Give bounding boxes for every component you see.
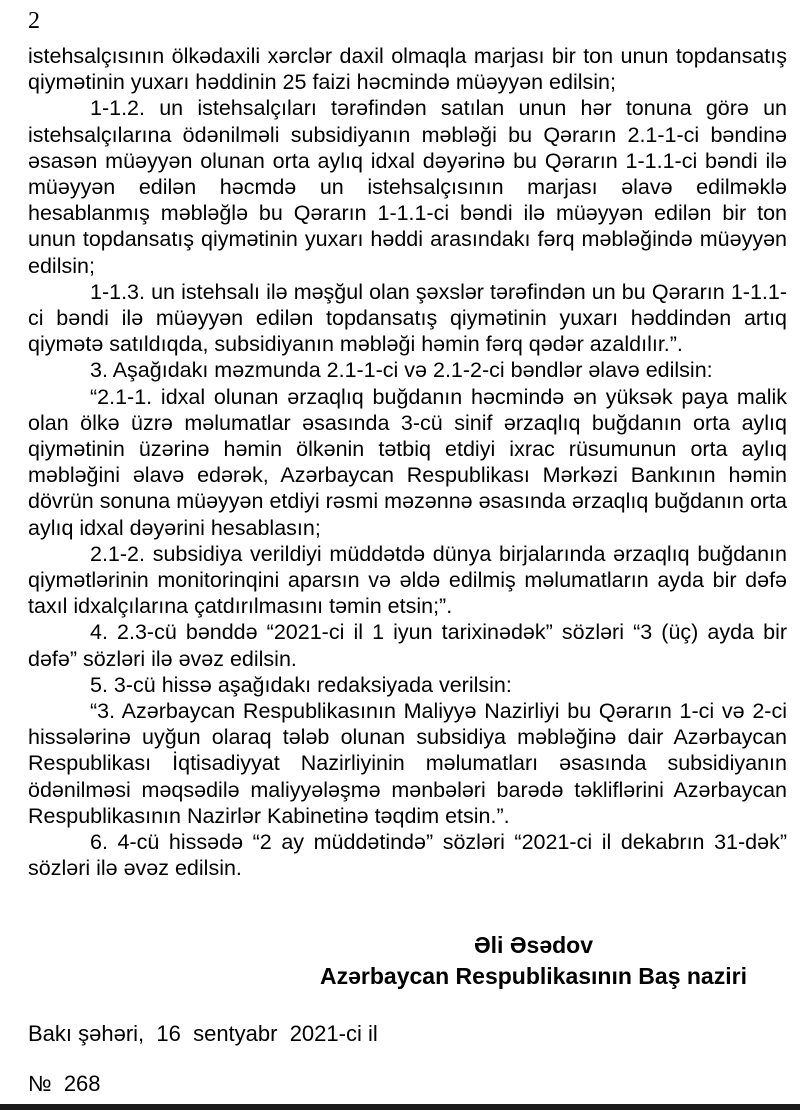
signatory-name: Əli Əsədov — [473, 932, 594, 958]
body-paragraph: 6. 4-cü hissədə “2 ay müddətində” sözləri “2021-ci il dekabrın 31-dək” sözləri ilə əvəz edilsin. — [28, 830, 787, 881]
body-paragraph: 2.1-2. subsidiya verildiyi müddətdə dünya birjalarında ərzaqlıq buğdanın qiymətlərinin monitorinqini aparsın və əldə edilmiş məlumatların ayda bir dəfə taxıl idxalçılarına çatdırılmasını təmin etsin;”. — [28, 541, 787, 619]
document-body — [28, 43, 787, 882]
document-number: № 268 — [28, 1071, 101, 1096]
scan-artifact-bar — [0, 1104, 800, 1110]
body-paragraph: 3. Aşağıdakı məzmunda 2.1-1-ci və 2.1-2-ci bəndlər əlavə edilsin: — [90, 358, 713, 383]
body-paragraph: istehsalçısının ölkədaxili xərclər daxil olmaqla marjası bir ton unun topdansatış qiymətinin yuxarı həddinin 25 faizi həcmində müəyyən edilsin; — [28, 44, 787, 95]
body-paragraph: 1-1.2. un istehsalçıları tərəfindən satılan unun hər tonuna görə un istehsalçılarına ödənilməli subsidiyanın məbləği bu Qərarın 2.1-1-ci bəndinə əsasən müəyyən olunan orta aylıq idxal dəyərinə bu Qərarın 1-1.1-ci bəndi ilə müəyyən edilən həcmdə un istehsalçısının marjası əlavə edilməklə hesablanmış məbləğlə bu Qərarın 1-1.1-ci bəndi ilə müəyyən edilən bir ton unun topdansatış qiymətinin yuxarı həddi arasındakı fərq məbləğində müəyyən edilsin; — [28, 96, 787, 278]
body-paragraph: “3. Azərbaycan Respublikasının Maliyyə Nazirliyi bu Qərarın 1-ci və 2-ci hissələrinə uyğun olaraq tələb olunan subsidiya məbləğinə dair Azərbaycan Respublikası İqtisadiyyat Nazirliyinin məlumatları əsasında subsidiyanın ödənilməsi məqsədilə maliyyələşmə mənbələri barədə təkliflərini Azərbaycan Respublikasının Nazirlər Kabinetinə təqdim etsin.”. — [28, 699, 787, 828]
body-paragraph: 1-1.3. un istehsalı ilə məşğul olan şəxslər tərəfindən un bu Qərarın 1-1.1-ci bəndi ilə müəyyən edilən topdansatış qiymətinin yuxarı həddindən artıq qiymətə satıldıqda, subsidiyanın məbləği həmin fərq qədər azaldılır.”. — [28, 279, 787, 357]
body-paragraph: 5. 3-cü hissə aşağıdakı redaksiyada verilsin: — [90, 672, 512, 697]
place-and-date: Bakı şəhəri, 16 sentyabr 2021-ci il — [28, 1021, 378, 1046]
body-paragraph: 4. 2.3-cü bənddə “2021-ci il 1 iyun tarixinədək” sözləri “3 (üç) ayda bir dəfə” sözləri ilə əvəz edilsin. — [28, 620, 787, 671]
signatory-title: Azərbaycan Respublikasının Baş naziri — [320, 963, 747, 989]
body-paragraph: “2.1-1. idxal olunan ərzaqlıq buğdanın həcmində ən yüksək paya malik olan ölkə üzrə məlumatlar əsasında 3-cü sinif ərzaqlıq buğdanın orta aylıq qiymətinin üzərinə həmin ölkənin tətbiq etdiyi ixrac rüsumunun orta aylıq məbləğini əlavə edərək, Azərbaycan Respublikası Mərkəzi Bankının həmin dövrün sonuna müəyyən etdiyi rəsmi məzənnə əsasında ərzaqlıq buğdanın orta aylıq idxal dəyərini hesablasın; — [28, 384, 787, 540]
signature-block — [280, 930, 787, 992]
page-number: 2 — [28, 8, 40, 34]
